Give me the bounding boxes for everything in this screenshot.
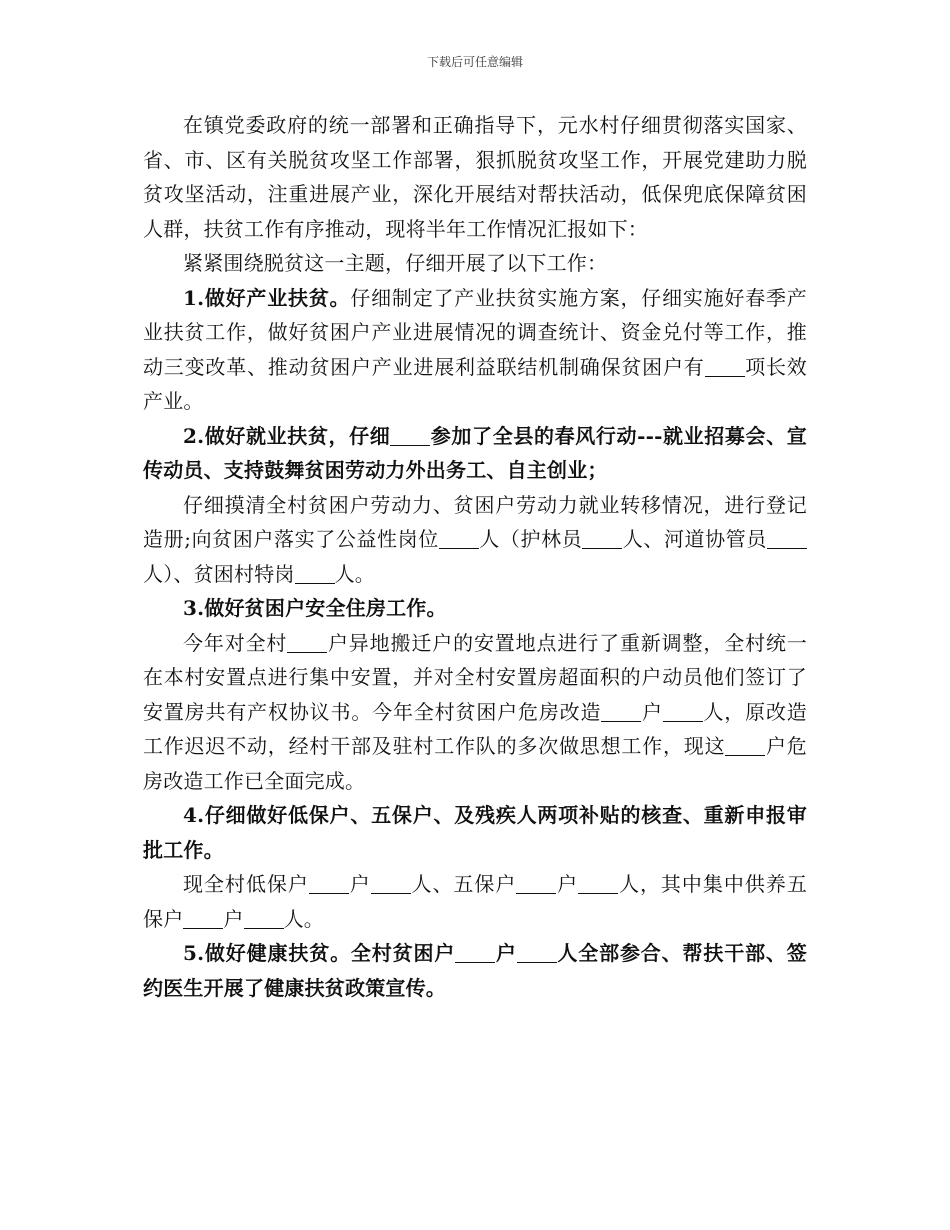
section-housing-title: 3.做好贫困户安全住房工作。 xyxy=(183,596,447,620)
health-text-b: 户 xyxy=(495,941,517,965)
section-industry-title: 1.做好产业扶贫。 xyxy=(183,285,351,310)
employment-text-b: 人（护林员 xyxy=(478,527,583,551)
health-text-a: 5.做好健康扶贫。全村贫困户 xyxy=(183,941,456,965)
blank-field xyxy=(725,735,765,756)
section-employment-paragraph xyxy=(143,488,807,592)
employment-text-d: 人）、贫困村特岗 xyxy=(143,561,295,586)
blank-field xyxy=(516,873,556,894)
subsidy-text-d: 户 xyxy=(556,872,579,896)
blank-field xyxy=(287,632,327,653)
employment-text-c: 人、河道协管员 xyxy=(622,527,767,551)
blank-field xyxy=(439,528,479,549)
employment-text-e: 人。 xyxy=(334,561,376,586)
blank-field xyxy=(371,873,411,894)
blank-field xyxy=(663,701,703,722)
summary-paragraph: 紧紧围绕脱贫这一主题，仔细开展了以下工作： xyxy=(183,251,608,275)
subsidy-text-c: 人、五保户 xyxy=(410,872,517,896)
subsidy-text-a: 现全村低保户 xyxy=(183,872,309,896)
section-employment-title-b: 参加了全县的春风行动---就业招募会、宣传动员、支持鼓舞贫困劳动力外出务工、自主创业； xyxy=(143,423,807,482)
section-subsidy-paragraph xyxy=(143,867,807,936)
section-health xyxy=(143,936,807,1005)
section-industry-text: 仔细制定了产业扶贫实施方案，仔细实施好春季产业扶贫工作，做好贫困户产业进展情况的调查统计、资金兑付等工作，推动三变改革、推动贫困户产业进展利益联结机制确保贫困户有 xyxy=(143,285,807,379)
housing-text-b: 户异地搬迁户的安置地点进行了重新调整，全村统一在本村安置点进行集中安置，并对全村安置房超面积的户动员他们签订了安置房共有产权协议书。今年全村贫困户危房改造 xyxy=(143,630,808,724)
section-industry-text-end: 项长效产业。 xyxy=(143,354,807,413)
employment-text-a: 仔细摸清全村贫困户劳动力、贫困户劳动力就业转移情况，进行登记造册;向贫困户落实了公益性岗位 xyxy=(143,492,807,551)
blank-field xyxy=(578,873,618,894)
health-text-c: 人全部参合、帮扶干部、签约医生开展了健康扶贫政策宣传。 xyxy=(143,941,807,1000)
blank-field xyxy=(582,528,622,549)
intro-paragraph: 在镇党委政府的统一部署和正确指导下，元水村仔细贯彻落实国家、省、市、区有关脱贫攻坚工作部署，狠抓脱贫攻坚工作，开展党建助力脱贫攻坚活动，注重进展产业，深化开展结对帮扶活动，低保兜底保障贫困人群，扶贫工作有序推动，现将半年工作情况汇报如下： xyxy=(143,113,807,241)
housing-text-e: 户危房改造工作已全面完成。 xyxy=(143,734,807,793)
section-industry xyxy=(143,281,807,419)
subsidy-text-g: 人。 xyxy=(283,906,325,931)
blank-field xyxy=(309,873,349,894)
page-header-note: 下载后可任意编辑 xyxy=(426,55,523,69)
section-employment-title-a: 2.做好就业扶贫，仔细 xyxy=(183,423,391,448)
blank-field xyxy=(244,908,284,929)
section-housing-paragraph xyxy=(143,626,807,799)
housing-text-c: 户 xyxy=(641,699,663,724)
blank-field xyxy=(517,942,557,963)
subsidy-text-b: 户 xyxy=(348,872,371,896)
blank-field xyxy=(183,908,223,929)
housing-text-a: 今年对全村 xyxy=(183,630,288,655)
housing-text-d: 人，原改造工作迟迟不动，经村干部及驻村工作队的多次做思想工作，现这 xyxy=(143,699,807,758)
section-employment-title xyxy=(143,419,807,488)
blank-field xyxy=(455,942,495,963)
blank-field xyxy=(705,356,745,377)
subsidy-text-f: 户 xyxy=(223,906,244,931)
blank-field xyxy=(295,563,335,584)
blank-field xyxy=(767,528,807,549)
subsidy-text-e: 人，其中集中供养五保户 xyxy=(143,872,808,931)
section-subsidy-title: 4.仔细做好低保户、五保户、及残疾人两项补贴的核查、重新申报审批工作。 xyxy=(143,803,807,862)
document-body xyxy=(143,108,807,1005)
blank-field xyxy=(390,425,430,446)
blank-field xyxy=(601,701,641,722)
